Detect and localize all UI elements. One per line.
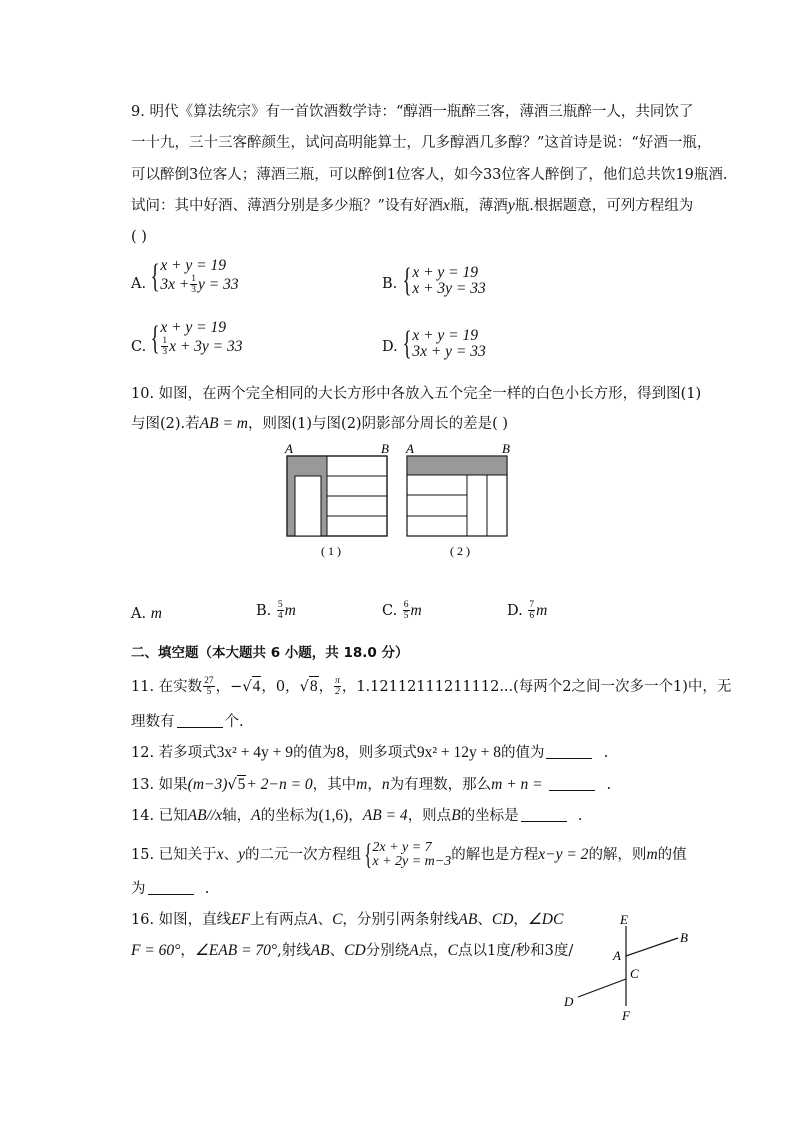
q10-text: ，则图(1)与图(2)阴影部分周长的差是( ) — [248, 416, 509, 432]
q14: 14. 已知AB//x轴，A的坐标为(1,6)，AB = 4，则点B的坐标是 . — [131, 807, 583, 824]
brace-icon: { — [364, 838, 373, 871]
q9-answer-paren: ( ) — [131, 229, 147, 245]
label-d: D — [564, 994, 574, 1009]
equation: x + 3y = 33 — [412, 280, 486, 297]
q15-line2: 为 . — [131, 881, 210, 897]
q15-system: 2x + y = 7 x + 2y = m−3 — [372, 840, 452, 869]
option-a-label: A. — [131, 276, 147, 292]
equation: 3x + — [160, 275, 190, 293]
q9-line2: 一十九，三十三客醉颜生，试问高明能算士，几多醇酒几多醇？”这首诗是说：“好酒一瓶， — [131, 135, 712, 151]
option-d-system — [399, 327, 486, 361]
ray-cd — [578, 979, 626, 997]
option-a-system — [147, 258, 239, 295]
q9-line3: 可以醉倒3位客人；薄酒三瓶，可以醉倒1位客人，如今33位客人醉倒了，他们总共饮19瓶酒. — [131, 167, 728, 183]
brace-icon: { — [150, 319, 160, 357]
label-f: F — [622, 1008, 630, 1023]
expr-ab-m: AB = m — [199, 415, 248, 432]
fig2-caption: ( 2 ) — [450, 544, 470, 558]
q10-figures — [280, 438, 520, 562]
equation: x + 3y = 33 — [169, 337, 243, 355]
option-b-system — [399, 264, 486, 298]
option-c-system — [147, 320, 243, 357]
q11-line1: 11. 在实数 $\frac{27}{5}$ ，− √ 4 ，0， √ 8 ， $\frac{\pi}{2}$ ，1.12112111211112...(每两个2之间一次多一个1)中，无 — [131, 676, 732, 697]
fraction: $\frac{7}{6}$ — [529, 600, 535, 621]
fig1-label-b: B — [381, 441, 389, 456]
q9-line1: 9. 明代《算法统宗》有一首饮酒数学诗：“醇酒一瓶醉三客，薄酒三瓶醉一人，共同饮了 — [131, 104, 694, 120]
label-b: B — [680, 930, 688, 945]
q13: 13. 如果(m−3)√5+ 2−n = 0，其中m，n为有理数，那么m + n = . — [131, 776, 612, 793]
q9-text: 试问：其中好酒、薄酒分别是多少瓶？”设有好酒 — [131, 198, 443, 214]
brace-icon: { — [402, 325, 412, 362]
var-y: y — [507, 197, 515, 214]
fig2-shaded-region — [407, 456, 507, 475]
q10-text: 与图(2).若 — [131, 416, 200, 432]
fraction: $\frac{6}{5}$ — [403, 600, 409, 621]
answer-blank[interactable] — [148, 880, 194, 895]
q10-line2 — [131, 414, 508, 434]
answer-blank[interactable] — [546, 744, 592, 759]
fig1-vertical-rect — [295, 476, 321, 536]
q9-text: 瓶，薄酒 — [449, 198, 508, 214]
q12: 12. 若多项式3x² + 4y + 9的值为8，则多项式9x² + 12y + 8的值为 . — [131, 744, 609, 761]
fraction: $\frac{\pi}{2}$ — [335, 676, 340, 697]
q9-line4 — [131, 196, 693, 216]
q10-option-c: C. $\frac{6}{5}$ m — [382, 600, 422, 621]
answer-blank[interactable] — [177, 713, 223, 728]
q9-text: 瓶.根据题意，可列方程组为 — [514, 198, 694, 214]
equation: 3x + y = 33 — [412, 343, 486, 360]
brace-icon: { — [402, 262, 412, 299]
label-e: E — [620, 912, 628, 927]
option-b-label: B. — [382, 276, 398, 292]
brace-icon: { — [150, 257, 160, 295]
fig1-label-a: A — [285, 441, 293, 456]
q10-line1: 10. 如图，在两个完全相同的大长方形中各放入五个完全一样的白色小长方形，得到图(1) — [131, 386, 702, 402]
equation: x + y = 19 — [160, 257, 227, 274]
section-title: 二、填空题（本大题共 6 小题，共 18.0 分） — [131, 645, 409, 661]
var-x: x — [442, 197, 450, 214]
fig2-label-a: A — [406, 441, 414, 456]
label-c: C — [630, 966, 639, 981]
fig1-caption: ( 1 ) — [321, 544, 341, 558]
q15-line1: 15. 已知关于 x 、 y 的二元一次方程组 { 2x + y = 7 x + 2y = m−3 的解也是方程 x−y = 2 的解，则 m 的值 — [131, 838, 687, 871]
ray-ab — [626, 938, 678, 956]
fraction: $\frac{1}{3}$ — [191, 274, 197, 295]
q16-line2: F = 60°，∠EAB = 70°,射线AB、CD分别绕A点，C点以1度/秒和3度/ — [131, 942, 574, 959]
equation: x + y = 19 — [160, 319, 227, 336]
q10-option-a: A. m — [131, 605, 162, 622]
q10-option-d: D. $\frac{7}{6}$ m — [507, 600, 548, 621]
answer-blank[interactable] — [549, 776, 595, 791]
fraction: $\frac{1}{3}$ — [162, 336, 168, 357]
answer-blank[interactable] — [521, 807, 567, 822]
option-d-label: D. — [382, 339, 398, 355]
fraction: $\frac{27}{5}$ — [204, 676, 214, 697]
fig2-label-b: B — [502, 441, 510, 456]
q10-option-b: B. $\frac{5}{4}$ m — [256, 600, 296, 621]
q16-line1: 16. 如图，直线EF上有两点A、C，分别引两条射线AB、CD，∠DC — [131, 911, 564, 928]
equation: x + y = 19 — [412, 327, 479, 344]
option-c-label: C. — [131, 339, 147, 355]
equation: y = 33 — [198, 275, 239, 293]
q16-figure — [556, 908, 706, 1026]
label-a: A — [613, 948, 621, 963]
fraction: $\frac{5}{4}$ — [277, 600, 283, 621]
q11-line2: 理数有 个. — [131, 714, 244, 730]
equation: x + y = 19 — [412, 264, 479, 281]
